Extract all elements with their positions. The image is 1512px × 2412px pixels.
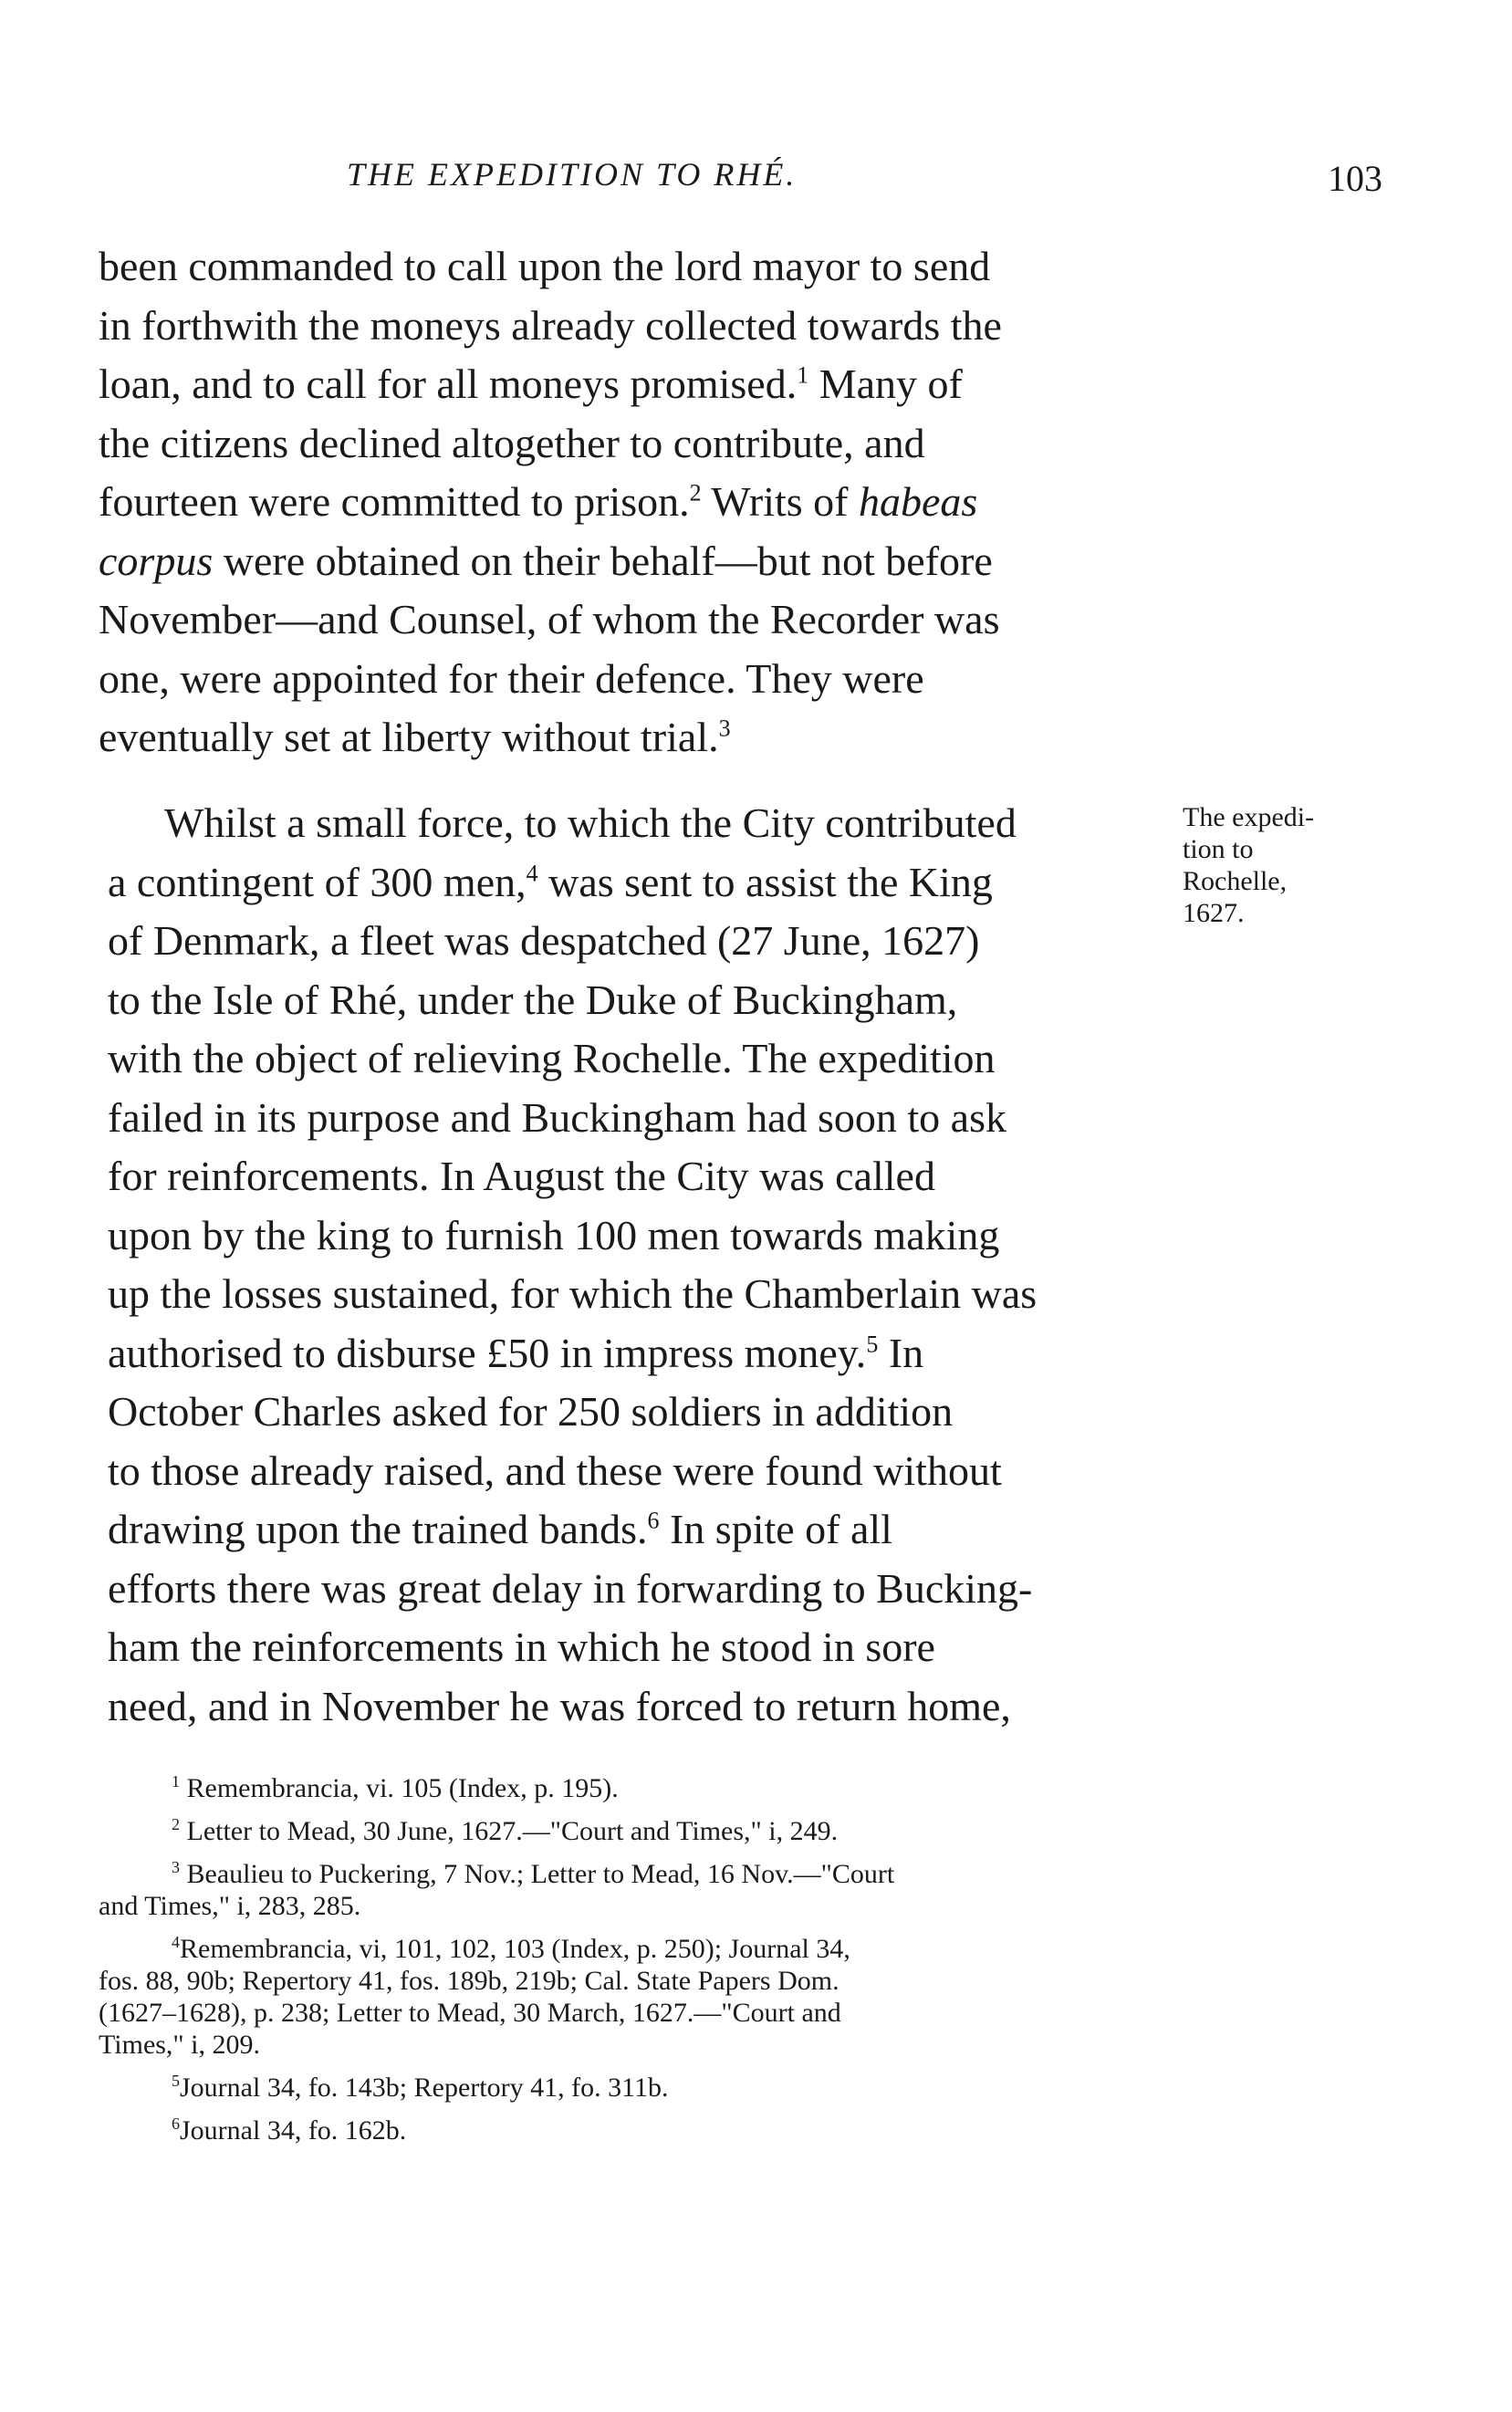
text-line: November—and Counsel, of whom the Recorder was	[99, 596, 1000, 642]
margin-note-line: Rochelle,	[1183, 866, 1288, 896]
paragraph-1	[99, 237, 1166, 767]
margin-note-line: 1627.	[1183, 898, 1245, 928]
paragraph-2	[108, 794, 1166, 1736]
text-line: October Charles asked for 250 soldiers in addition	[108, 1388, 954, 1435]
text-line: one, were appointed for their defence. They were	[99, 654, 924, 702]
text-line: a contingent of 300 men,$^4$ was sent to assist the King	[108, 858, 993, 905]
text-line: authorised to disburse £50 in impress money.$^5$ In	[108, 1329, 924, 1376]
text-line: ham the reinforcements in which he stood in sore	[108, 1624, 935, 1670]
footnote-mark: 3	[172, 1858, 180, 1876]
footnote-mark: 5	[172, 2072, 180, 2090]
margin-note-line: tion to	[1183, 834, 1254, 864]
running-title: THE EXPEDITION TO RHÉ.	[347, 156, 798, 193]
text-line: need, and in November he was forced to return home,	[108, 1682, 1011, 1729]
footnote-ref: 5	[866, 1331, 879, 1358]
text-line: for reinforcements. In August the City was called	[108, 1153, 935, 1199]
footnote-ref: 3	[718, 715, 731, 742]
footnote-mark: 2	[172, 1815, 180, 1833]
footnote-6: $^6$Journal 34, fo. 162b.	[172, 2114, 407, 2146]
text-line: with the object of relieving Rochelle. The expedition	[108, 1035, 996, 1081]
text-line: efforts there was great delay in forwarding to Bucking-	[108, 1564, 1033, 1612]
text-line: Whilst a small force, to which the City contributed	[164, 799, 1017, 846]
text-line: of Denmark, a fleet was despatched (27 June, 1627)	[108, 917, 980, 964]
margin-note	[1183, 801, 1356, 929]
text-line: in forthwith the moneys already collected towards the	[99, 301, 1002, 349]
text-line: been commanded to call upon the lord mayor to send	[99, 243, 991, 289]
footnote-ref: 4	[526, 860, 538, 887]
footnote-mark: 1	[172, 1772, 180, 1791]
footnote-mark: 6	[172, 2114, 180, 2133]
footnote-2: $^2$ Letter to Mead, 30 June, 1627.—"Court and Times," i, 249.	[172, 1815, 839, 1846]
footnote-3: $^3$ Beaulieu to Puckering, 7 Nov.; Letter to Mead, 16 Nov.—"Court and Times," i, 283, 285.	[99, 1858, 895, 1921]
text-line: drawing upon the trained bands.$^6$ In spite of all	[108, 1506, 892, 1552]
text-line: corpus were obtained on their behalf—but not before	[99, 537, 993, 584]
footnote-ref: 1	[797, 361, 809, 389]
text-line: fourteen were committed to prison.$^2$ Writs of habeas	[99, 478, 978, 525]
footnote-4: $^4$Remembrancia, vi, 101, 102, 103 (Index, p. 250); Journal 34, fos. 88, 90b; Repertory 41, fos. 189b, 219b; Cal. State Papers Dom. (1627–1628), p. 238; Letter to Mead, 30 March, 1627.—"Court and Times," i, 209.	[99, 1933, 850, 2060]
text-line: upon by the king to furnish 100 men towards making	[108, 1211, 1000, 1258]
page-number: 103	[1328, 158, 1382, 199]
text-line: to the Isle of Rhé, under the Duke of Buckingham,	[108, 976, 958, 1023]
text-line: eventually set at liberty without trial.$^3$	[99, 714, 731, 760]
footnotes	[99, 1772, 1175, 2157]
footnote-ref: 2	[689, 479, 702, 506]
footnote-5: $^5$Journal 34, fo. 143b; Repertory 41, fo. 311b.	[172, 2072, 669, 2103]
footnote-1: $^1$ Remembrancia, vi. 105 (Index, p. 195).	[172, 1772, 619, 1803]
footnote-mark: 4	[172, 1933, 180, 1951]
text-line: the citizens declined altogether to contribute, and	[99, 419, 925, 466]
text-line: loan, and to call for all moneys promised.$^1$ Many of	[99, 360, 963, 407]
margin-note-line: The expedi-	[1183, 802, 1315, 832]
text-line: up the losses sustained, for which the Chamberlain was	[108, 1270, 1038, 1317]
text-line: failed in its purpose and Buckingham had soon to ask	[108, 1093, 1007, 1141]
text-line: to those already raised, and these were found without	[108, 1446, 1002, 1494]
footnote-ref: 6	[647, 1507, 660, 1534]
